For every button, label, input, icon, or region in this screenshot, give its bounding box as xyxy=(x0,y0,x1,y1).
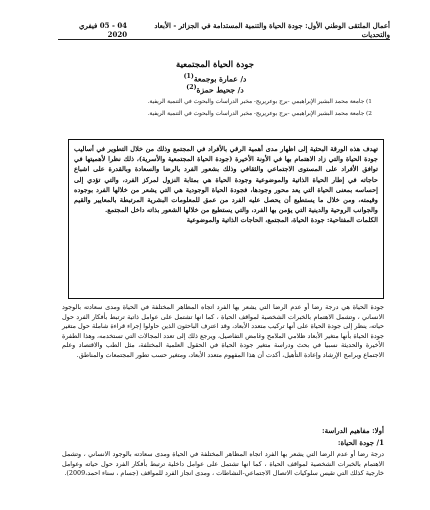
abstract-box xyxy=(68,139,384,299)
affiliation-2: 2) جامعة محمد البشير الإبراهيمي -برج بوعريريج- مخبر الدراسات والبحوث في التنمية الريفية. xyxy=(147,111,372,117)
affiliation-1: 1) جامعة محمد البشير الإبراهيمي -برج بوعريريج- مخبر الدراسات والبحوث في التنمية الريفية. xyxy=(147,99,372,105)
author-1 xyxy=(0,73,430,84)
author-2-mark: (2) xyxy=(186,84,197,91)
body-paragraph-1 xyxy=(62,303,384,360)
running-header xyxy=(58,21,390,40)
section-heading: أولا: مفاهيم الدراسة: xyxy=(322,426,384,435)
paper-title: جودة الحياة المجتمعية xyxy=(176,60,254,70)
conference-date: 04 - 05 فيفري 2020 xyxy=(79,21,128,39)
paragraph-text: جودة الحياة هي درجة رضا أو عدم الرضا التي يشعر بها الفرد اتجاه المظاهر المختلفة في الحياة ومدى سعادته بالوجود الانساني ، وتشمل الاهتمام بالخبرات الشخصية لمواقف الحياة ، كما انها تشتمل على عوامل ذاتية ترتبط بأفكار الفرد حول حياته، ينظر إلى جودة الحياة على أنها تركيب متعدد الأبعاد، وقد اعترف الباحثون الذين حاولوا إجراء قراءة شاملة حول متغير جودة الحياة بأنها متغير الأبعاد ظلامي الملامح وغامض التفاصيل، ويرجع ذلك إلى تعدد المجالات التي تستخدمه، وهذا الطفرة الأخيرة والحديثة نسبيا في بحث ودراسة متغير جودة الحياة في الحقول العلمية المختلفة، مثل الطب والاقتصاد وعلم الاجتماع وبرامج الإرشاد وإعادة التأهيل، أكدت أن هذا المفهوم متعدد الأبعاد، ومتغير حسب تطور المجتمعات والمناطق. xyxy=(62,303,384,359)
abstract-text: تهدف هذه الورقة البحثية إلى اظهار مدى أهمية الرقي بالأفراد في المجتمع وذلك من خلال التطوير في أساليب جودة الحياة والتي زاد الاهتمام بها في الأونة الأخيرة (جودة الحياة المجتمعية والأسرية)، ذلك نظرا لأهميتها في توافق الأفراد على المستوى الاجتماعي والثقافي وذلك بشعور الفرد بالرضا والسعادة وبالقدرة على اشباع حاجاته في إطار الحياة الذاتية والموضوعية وجودة الحياة هي بمثابة النزول لمركز الفرد، والتي تؤدي إلى إحساسه بمعنى الحياة التي يعد محور وجودها، فجودة الحياة الوجودية هي التي يشعر من خلالها الفرد بوجوده وقيمته، ومن خلال ما يستطيع أن يحصل عليه الفرد من عمق للمعلومات البشرية المرتبطة بالمعايير والقيم والجوانب الروحية والدينية التي يؤمن بها الفرد، والتي يستطيع من خلالها الشعور بذاته داخل المجتمع. xyxy=(74,145,378,215)
paragraph-text: درجة رضا أو عدم الرضا التي يشعر بها الفرد اتجاه المظاهر المختلفة في الحياة ومدى سعادته بالوجود الانساني ، وتشمل الاهتمام بالخبرات الشخصية لمواقف الحياة ، كما انها تشتمل على عوامل داخلية ترتبط بأفكار الفرد حول حياته وعوامل خارجية كذلك التي تقيس سلوكيات الاتصال الاجتماعي-النشاطات ، ومدى انجاز الفرد للمواقف (جسام ، سناء احمد،2009). xyxy=(62,450,384,477)
keywords: الكلمات المفتاحية: جودة الحياة، المجتمع، الحاجات الذاتية والموضوعية xyxy=(186,216,378,225)
author-2 xyxy=(0,84,430,95)
author-1-name: د/ عمارة بوجمعة xyxy=(193,74,247,84)
author-2-name: د/ جحيط حمزة xyxy=(196,85,244,95)
journal-title: أعمال الملتقى الوطني الأول: جودة الحياة والتنمية المستدامة في الجزائر - الأبعاد والتحديات xyxy=(154,21,390,39)
author-1-mark: (1) xyxy=(183,73,194,80)
body-paragraph-2 xyxy=(62,450,384,479)
subsection-heading: 1/ جودة الحياة: xyxy=(337,438,384,447)
